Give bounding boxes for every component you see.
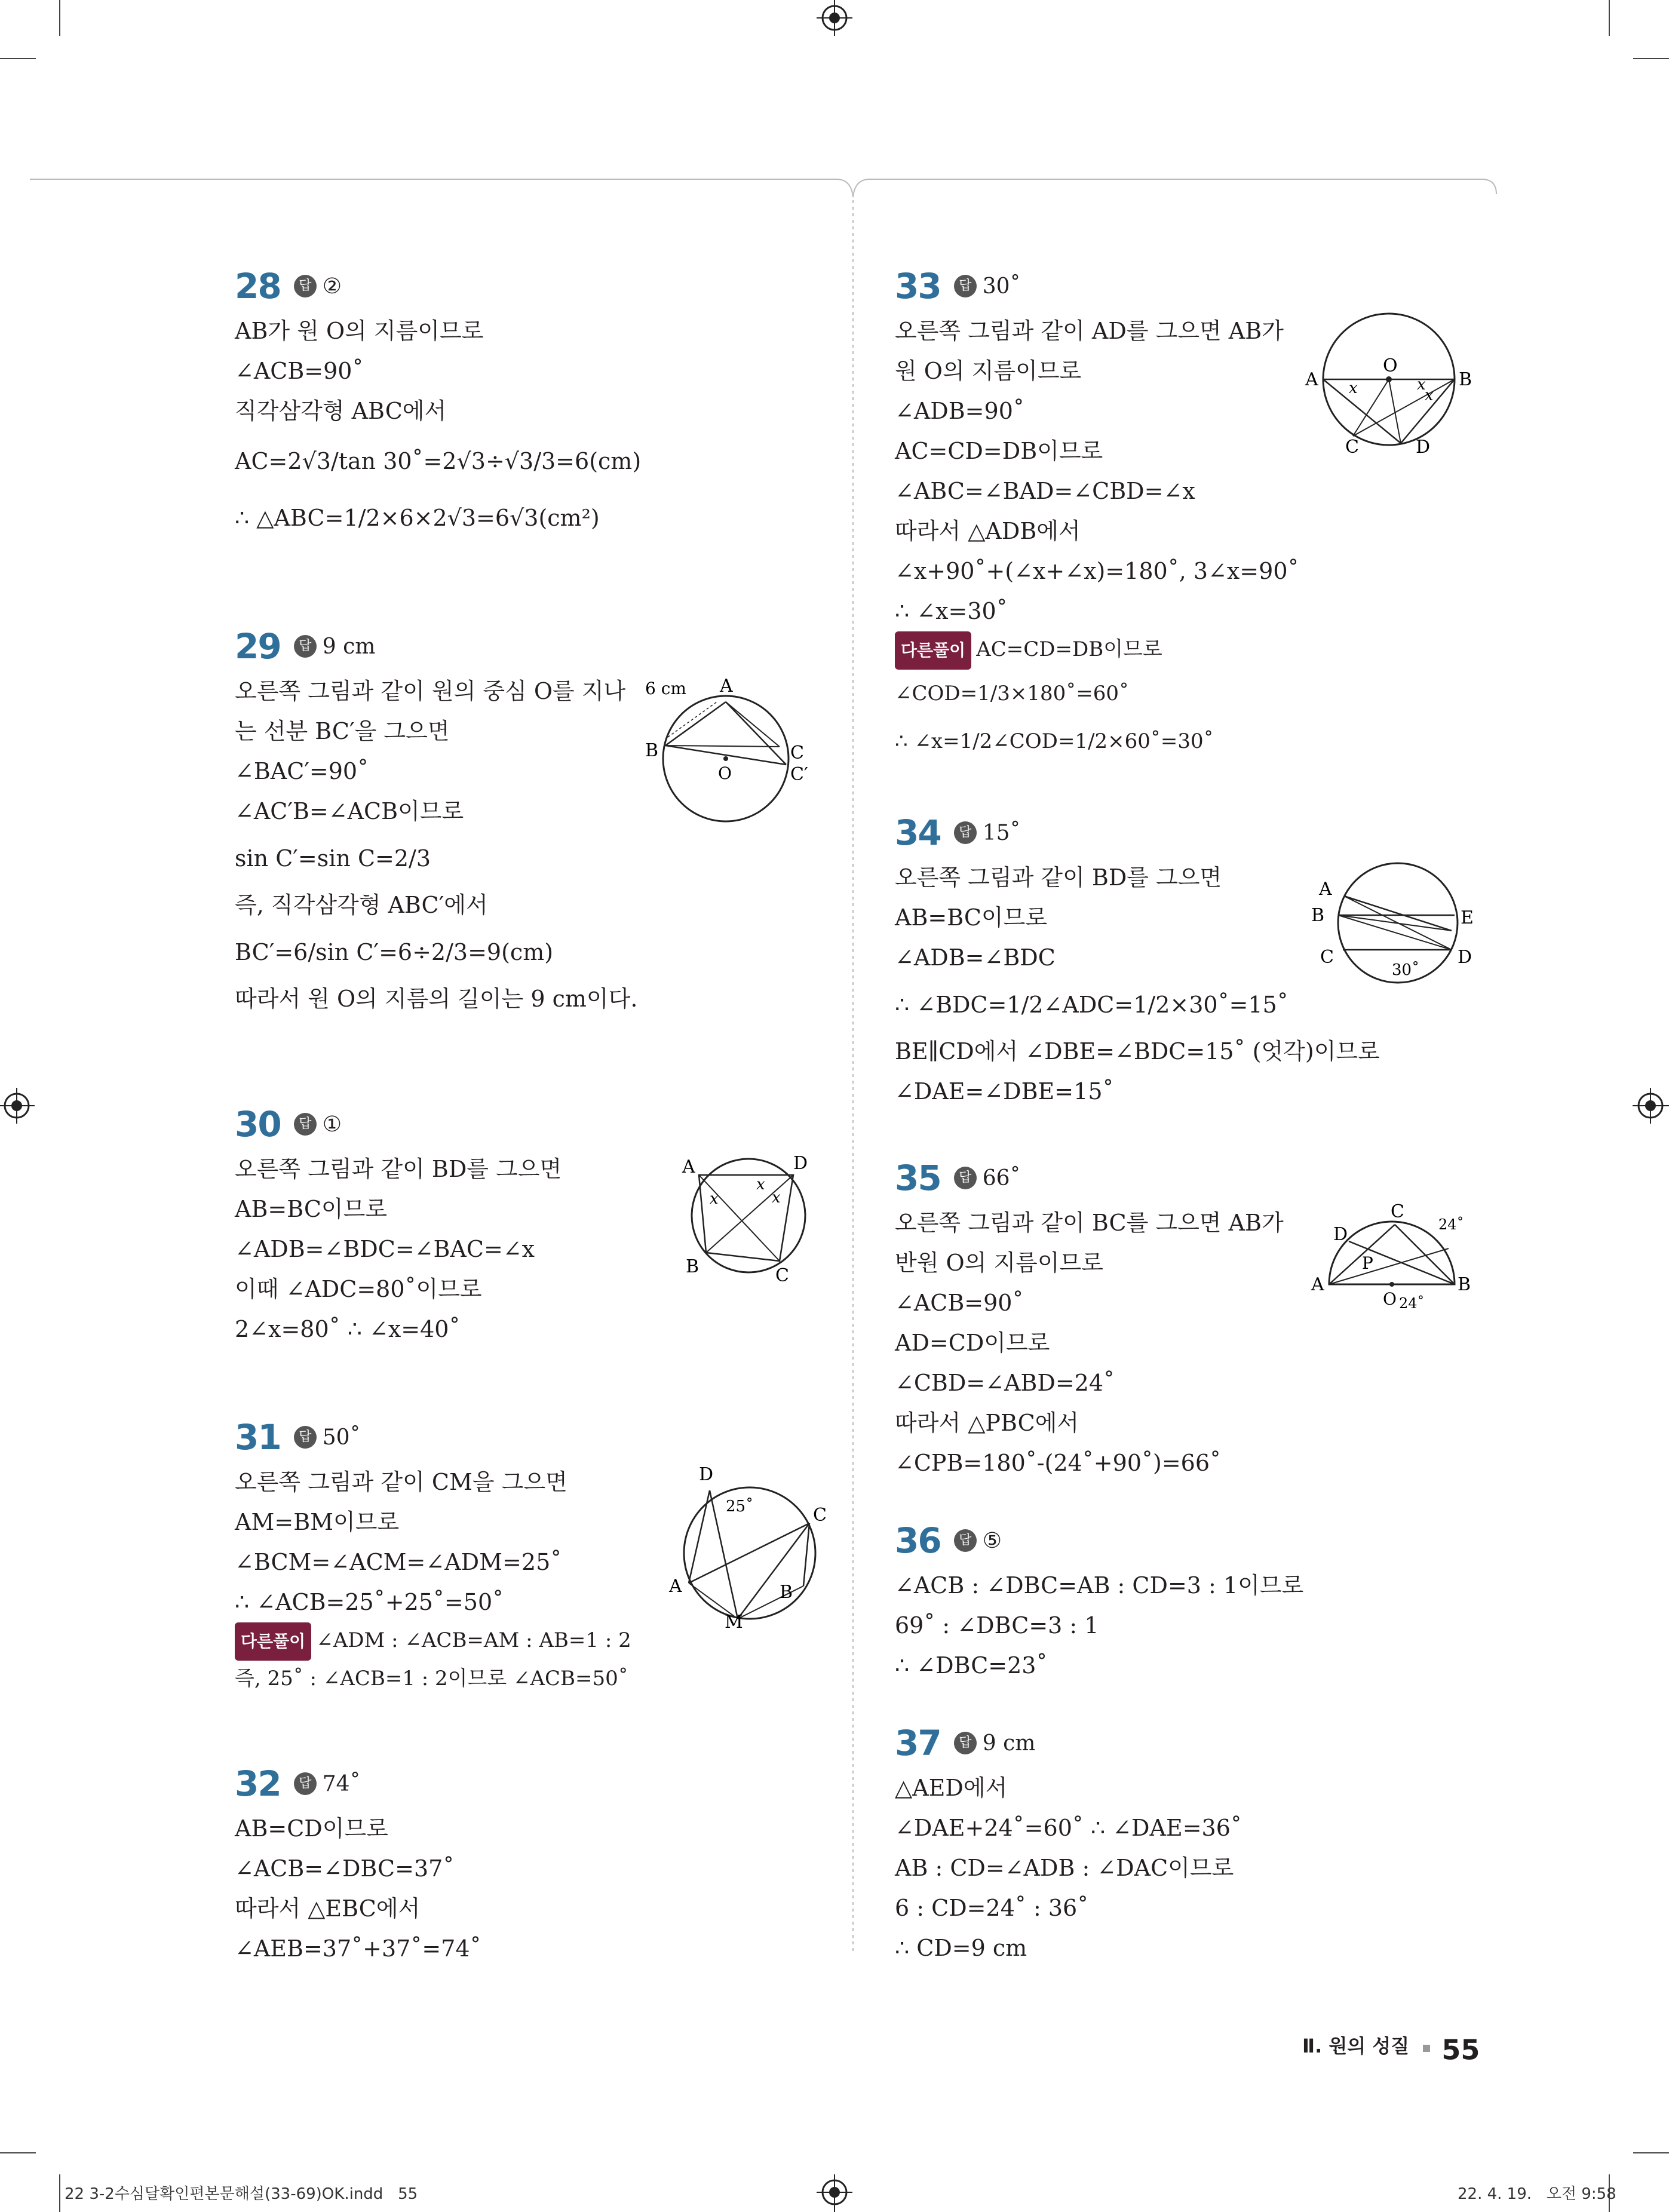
problem-34: [895, 812, 1380, 1112]
problem-number: 35: [895, 1158, 941, 1198]
solution-line: ∠CBD=∠ABD=24˚: [895, 1370, 1115, 1396]
fig-label: D: [1416, 437, 1431, 458]
solution-line: ∠CPB=180˚-(24˚+90˚)=66˚: [895, 1450, 1222, 1476]
problem-29: [235, 626, 637, 1019]
solution-line: ∠ACB : ∠DBC=AB : CD=3 : 1이므로: [895, 1572, 1304, 1599]
solution-line: ∠ADB=∠BDC=∠BAC=∠x: [235, 1236, 535, 1262]
figure-33: [1302, 311, 1475, 460]
solution-line: ∠ADM : ∠ACB=AM : AB=1 : 2: [316, 1628, 631, 1652]
problem-32: [235, 1763, 481, 1969]
fig-label: x: [710, 1190, 719, 1208]
fig-label: x: [1425, 386, 1434, 404]
solution-line: 69˚ : ∠DBC=3 : 1: [895, 1612, 1099, 1639]
answer-badge-icon: 답: [954, 821, 977, 844]
solution-line: BC′=6/sin C′=6÷2/3=9(cm): [235, 939, 554, 965]
solution-line: ∠COD=1/3×180˚=60˚: [895, 682, 1129, 705]
problem-number: 36: [895, 1520, 941, 1561]
fig-label: E: [1461, 907, 1474, 928]
solution-line: ∠ACB=∠DBC=37˚: [235, 1855, 455, 1882]
answer: 74˚: [322, 1771, 361, 1796]
solution-line: 오른쪽 그림과 같이 BD를 그으면: [235, 1156, 562, 1182]
solution-line: sin C′=sin C=2/3: [235, 845, 431, 872]
figure-35: [1302, 1201, 1481, 1320]
solution-line: 따라서 △EBC에서: [235, 1895, 421, 1922]
solution-line: 따라서 원 O의 지름의 길이는 9 cm이다.: [235, 986, 638, 1012]
figure-29: [645, 675, 818, 836]
figure-30: [675, 1150, 818, 1287]
answer-badge-icon: 답: [954, 1529, 977, 1552]
solution-line: 따라서 △ADB에서: [895, 518, 1081, 544]
fig-label: C: [1345, 437, 1359, 458]
answer: 9 cm: [982, 1731, 1036, 1756]
solution-line: 2∠x=80˚ ∴ ∠x=40˚: [235, 1316, 461, 1342]
problem-35: [895, 1158, 1284, 1483]
answer: 9 cm: [322, 634, 376, 659]
solution-line: ∠x+90˚+(∠x+∠x)=180˚, 3∠x=90˚: [895, 558, 1299, 584]
problem-number: 31: [235, 1417, 281, 1458]
fig-label: x: [1417, 376, 1426, 394]
fig-label: O: [1383, 355, 1398, 376]
fig-label: P: [1362, 1253, 1373, 1273]
solution-line: 오른쪽 그림과 같이 원의 중심 O를 지나: [235, 678, 626, 704]
solution-line: ∠BAC′=90˚: [235, 758, 369, 784]
solution-line: ∴ ∠DBC=23˚: [895, 1652, 1048, 1679]
solution-line: AC=2√3/tan 30˚=2√3÷√3/3=6(cm): [235, 448, 642, 474]
solution-line: 직각삼각형 ABC에서: [235, 398, 447, 424]
solution-line: ∠BCM=∠ACM=∠ADM=25˚: [235, 1549, 562, 1575]
fig-label: C′: [790, 764, 808, 785]
solution-line: 따라서 △PBC에서: [895, 1410, 1079, 1436]
solution-line: △AED에서: [895, 1775, 1008, 1801]
solution-line: 원 O의 지름이므로: [895, 358, 1082, 384]
problem-number: 30: [235, 1104, 281, 1145]
fig-label: C: [775, 1265, 789, 1286]
fig-label: 24˚: [1438, 1216, 1464, 1233]
solution-line: AB : CD=∠ADB : ∠DAC이므로: [895, 1855, 1234, 1881]
fig-label: C: [1320, 947, 1334, 968]
fig-label: A: [682, 1156, 695, 1177]
fig-label: B: [1459, 369, 1472, 390]
answer: 50˚: [322, 1425, 361, 1450]
fig-label: 30˚: [1392, 961, 1420, 979]
problem-36: [895, 1520, 1303, 1686]
figure-31: [666, 1464, 827, 1631]
fig-label: B: [686, 1256, 699, 1277]
solution-line: 6 : CD=24˚ : 36˚: [895, 1895, 1089, 1921]
answer-badge-icon: 답: [294, 635, 317, 658]
separator-square-icon: [1423, 2045, 1430, 2052]
problem-number: 37: [895, 1723, 941, 1763]
solution-line: ∠AC′B=∠ACB이므로: [235, 798, 464, 824]
solution-line: ∠ACB=90˚: [235, 358, 364, 384]
fig-label: C: [1391, 1201, 1404, 1222]
problem-number: 28: [235, 266, 281, 306]
alt-solution-badge: 다른풀이: [235, 1622, 311, 1661]
fig-label: D: [793, 1153, 808, 1174]
fig-label: D: [1458, 947, 1472, 968]
solution-line: ∠ADB=∠BDC: [895, 944, 1056, 971]
print-date: 22. 4. 19. 오전 9:58: [1458, 2185, 1616, 2203]
fig-label: A: [669, 1576, 682, 1597]
solution-line: ∠DAE=∠DBE=15˚: [895, 1078, 1114, 1105]
solution-line: ∴ CD=9 cm: [895, 1935, 1027, 1961]
fig-label: C: [790, 743, 804, 763]
registration-mark-top: [817, 0, 852, 36]
problem-number: 34: [895, 812, 941, 853]
answer: 30˚: [982, 274, 1021, 299]
solution-line: ∠ABC=∠BAD=∠CBD=∠x: [895, 478, 1195, 504]
solution-line: AB가 원 O의 지름이므로: [235, 318, 484, 344]
fig-label: A: [720, 676, 733, 697]
fig-label: O: [718, 763, 732, 783]
answer-badge-icon: 답: [954, 1167, 977, 1189]
problem-31: [235, 1417, 631, 1696]
solution-line: ∴ ∠x=1/2∠COD=1/2×60˚=30˚: [895, 729, 1214, 753]
solution-line: 는 선분 BC′을 그으면: [235, 718, 450, 744]
page-footer: [1302, 2031, 1480, 2066]
answer: ⑤: [982, 1528, 1002, 1553]
solution-line: AC=CD=DB이므로: [895, 438, 1103, 464]
answer-badge-icon: 답: [954, 275, 977, 297]
fig-label: B: [780, 1582, 793, 1603]
answer-badge-icon: 답: [294, 1772, 317, 1795]
fig-label: 6 cm: [645, 679, 686, 698]
problem-number: 32: [235, 1763, 281, 1804]
solution-line: ∠ACB=90˚: [895, 1290, 1024, 1316]
solution-line: AD=CD이므로: [895, 1330, 1050, 1356]
fig-label: x: [756, 1176, 765, 1194]
fig-label: 24˚: [1399, 1295, 1425, 1312]
page-number: 55: [1441, 2033, 1480, 2066]
fig-label: D: [1333, 1224, 1348, 1245]
fig-label: B: [645, 740, 659, 761]
problem-30: [235, 1104, 562, 1349]
solution-line: AC=CD=DB이므로: [976, 637, 1162, 661]
solution-line: ∴ ∠x=30˚: [895, 598, 1008, 624]
fig-label: 25˚: [726, 1498, 754, 1515]
solution-line: ∴ ∠ACB=25˚+25˚=50˚: [235, 1589, 504, 1615]
answer: 66˚: [982, 1165, 1021, 1191]
section-title: Ⅱ. 원의 성질: [1302, 2035, 1410, 2057]
fig-label: A: [1319, 879, 1332, 900]
solution-line: AB=CD이므로: [235, 1815, 388, 1842]
fig-label: A: [1305, 369, 1318, 390]
fig-label: A: [1311, 1274, 1324, 1295]
solution-line: 오른쪽 그림과 같이 BD를 그으면: [895, 864, 1222, 891]
answer-badge-icon: 답: [294, 1113, 317, 1136]
answer-badge-icon: 답: [294, 1426, 317, 1449]
solution-line: 즉, 직각삼각형 ABC′에서: [235, 892, 488, 918]
solution-line: ∴ △ABC=1/2×6×2√3=6√3(cm²): [235, 505, 600, 531]
figure-34: [1308, 860, 1481, 989]
answer: ②: [322, 274, 342, 299]
problem-37: [895, 1723, 1242, 1968]
solution-line: ∠ADB=90˚: [895, 398, 1024, 424]
solution-line: ∠DAE+24˚=60˚ ∴ ∠DAE=36˚: [895, 1815, 1242, 1841]
fig-label: x: [1349, 379, 1358, 397]
solution-line: 반원 O의 지름이므로: [895, 1250, 1103, 1276]
file-info: 22 3-2수심달확인편본문해설(33-69)OK.indd 55: [65, 2185, 418, 2203]
fig-label: D: [699, 1464, 714, 1485]
alt-solution-badge: 다른풀이: [895, 631, 971, 670]
solution-line: AB=BC이므로: [235, 1196, 388, 1222]
fig-label: x: [772, 1189, 781, 1207]
problem-28: [235, 266, 641, 545]
solution-line: 즉, 25˚ : ∠ACB=1 : 2이므로 ∠ACB=50˚: [235, 1667, 628, 1691]
problem-33: [895, 266, 1299, 765]
solution-line: ∠AEB=37˚+37˚=74˚: [235, 1935, 481, 1962]
fig-label: B: [1458, 1274, 1471, 1295]
answer: ①: [322, 1112, 342, 1137]
solution-line: 이때 ∠ADC=80˚이므로: [235, 1276, 482, 1302]
answer: 15˚: [982, 820, 1021, 845]
problem-number: 29: [235, 626, 281, 667]
solution-line: ∴ ∠BDC=1/2∠ADC=1/2×30˚=15˚: [895, 992, 1288, 1018]
fig-label: M: [725, 1612, 743, 1631]
problem-number: 33: [895, 266, 941, 306]
fig-label: B: [1311, 905, 1325, 926]
solution-line: 오른쪽 그림과 같이 BC를 그으면 AB가: [895, 1210, 1284, 1236]
answer-badge-icon: 답: [294, 275, 317, 297]
answer-badge-icon: 답: [954, 1732, 977, 1754]
solution-line: 오른쪽 그림과 같이 AD를 그으면 AB가: [895, 318, 1284, 344]
fig-label: O: [1383, 1289, 1397, 1309]
solution-line: AB=BC이므로: [895, 904, 1048, 931]
solution-line: BE∥CD에서 ∠DBE=∠BDC=15˚ (엇각)이므로: [895, 1038, 1380, 1064]
fig-label: C: [813, 1505, 827, 1526]
solution-line: 오른쪽 그림과 같이 CM을 그으면: [235, 1469, 567, 1495]
solution-line: AM=BM이므로: [235, 1509, 400, 1535]
